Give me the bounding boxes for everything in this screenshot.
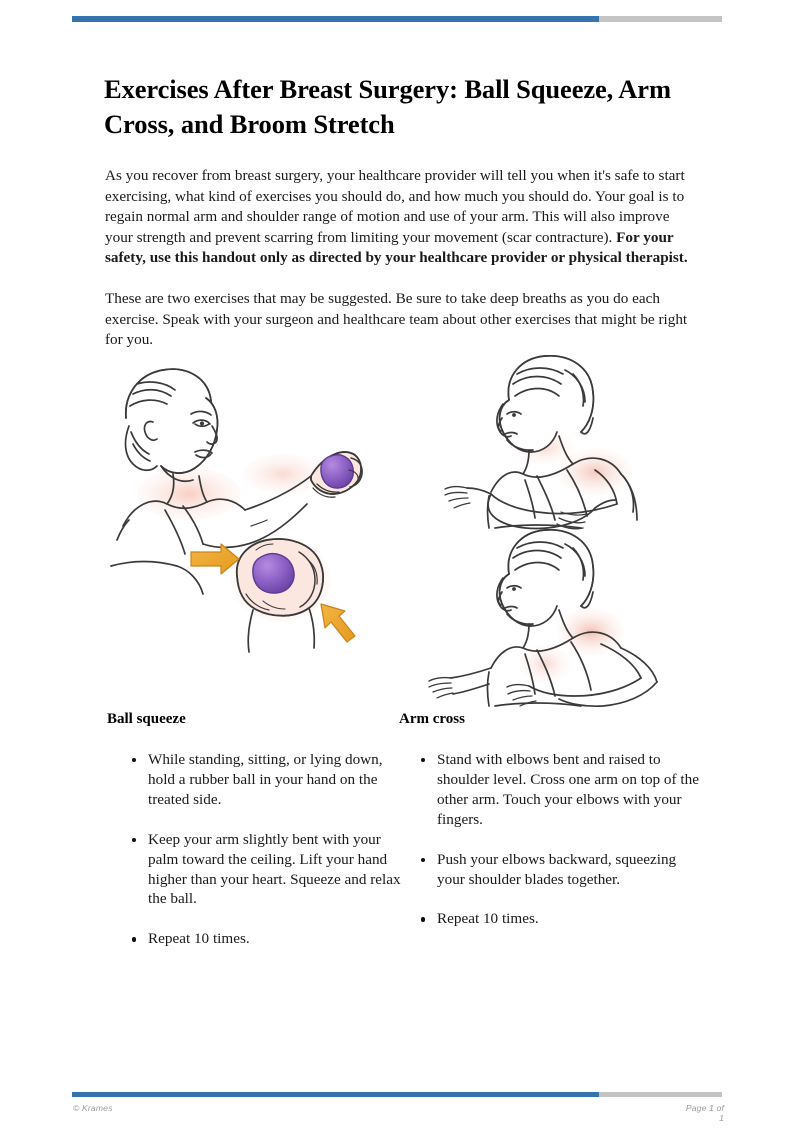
exercise-bullet-list-ball-squeeze: [107, 750, 407, 949]
exercise-heading-arm-cross: Arm cross: [399, 711, 465, 727]
list-item-text: Stand with elbows bent and raised to shoulder level. Cross one arm on top of the other arm. Touch your elbows with your fingers.: [437, 751, 699, 828]
ball-squeeze-illustration: [103, 354, 393, 654]
intro-paragraph-2: These are two exercises that may be suggested. Be sure to take deep breaths as you do each exercise. Speak with your surgeon and healthcare team about other exercises that might be right for you.: [105, 290, 688, 349]
illustration-band: [95, 352, 715, 707]
arm-cross-bottom-illustration: [395, 524, 695, 709]
footer-rule-accent-fill: [72, 1092, 599, 1097]
header-rule: [72, 16, 722, 22]
exercise-section-ball-squeeze: [107, 710, 407, 949]
list-item: [107, 830, 407, 910]
page-title: Exercises After Breast Surgery: Ball Squeeze, Arm Cross, and Broom Stretch: [104, 73, 671, 139]
list-item: [107, 929, 407, 949]
bullet-dot-icon: [132, 838, 136, 842]
footer-pagination: Page 1 of 1: [685, 1103, 724, 1123]
bullet-dot-icon: [132, 758, 136, 762]
intro-paragraph-1-safety-note: For your safety, use this handout only as directed by your healthcare provider or physical therapist.: [105, 228, 688, 266]
list-item: [399, 850, 699, 890]
list-item-text: Push your elbows backward, squeezing your shoulder blades together.: [437, 850, 677, 888]
header-rule-accent-fill: [72, 16, 599, 22]
exercise-bullet-list-arm-cross: [399, 750, 699, 929]
footer-rule: [72, 1092, 722, 1097]
list-item: [107, 750, 407, 810]
list-item: [399, 909, 699, 929]
exercise-heading-ball-squeeze: Ball squeeze: [107, 711, 186, 727]
list-item-text: Repeat 10 times.: [437, 910, 539, 928]
intro-paragraph-1: [105, 166, 697, 268]
intro-paragraph-1-lead: As you recover from breast surgery, your healthcare provider will tell you when it's safe to start exercising, what kind of exercises you should do, and how much you should do. Your goal is to regain normal arm and shoulder range of motion and use of your arm. This will also improve your strength and prevent scarring from limiting your movement (scar contracture).: [105, 167, 685, 246]
bullet-dot-icon: [421, 917, 425, 921]
footer-copyright: © Krames: [73, 1103, 113, 1113]
bullet-dot-icon: [421, 758, 425, 762]
arm-cross-top-illustration: [395, 352, 695, 532]
list-item-text: Repeat 10 times.: [148, 930, 250, 948]
bullet-dot-icon: [132, 937, 136, 941]
exercise-section-arm-cross: [399, 710, 699, 929]
list-item-text: Keep your arm slightly bent with your palm toward the ceiling. Lift your hand higher than your heart. Squeeze and relax the ball.: [148, 830, 401, 908]
list-item-text: While standing, sitting, or lying down, hold a rubber ball in your hand on the treated side.: [148, 751, 383, 808]
list-item: [399, 750, 699, 830]
bullet-dot-icon: [421, 858, 425, 862]
